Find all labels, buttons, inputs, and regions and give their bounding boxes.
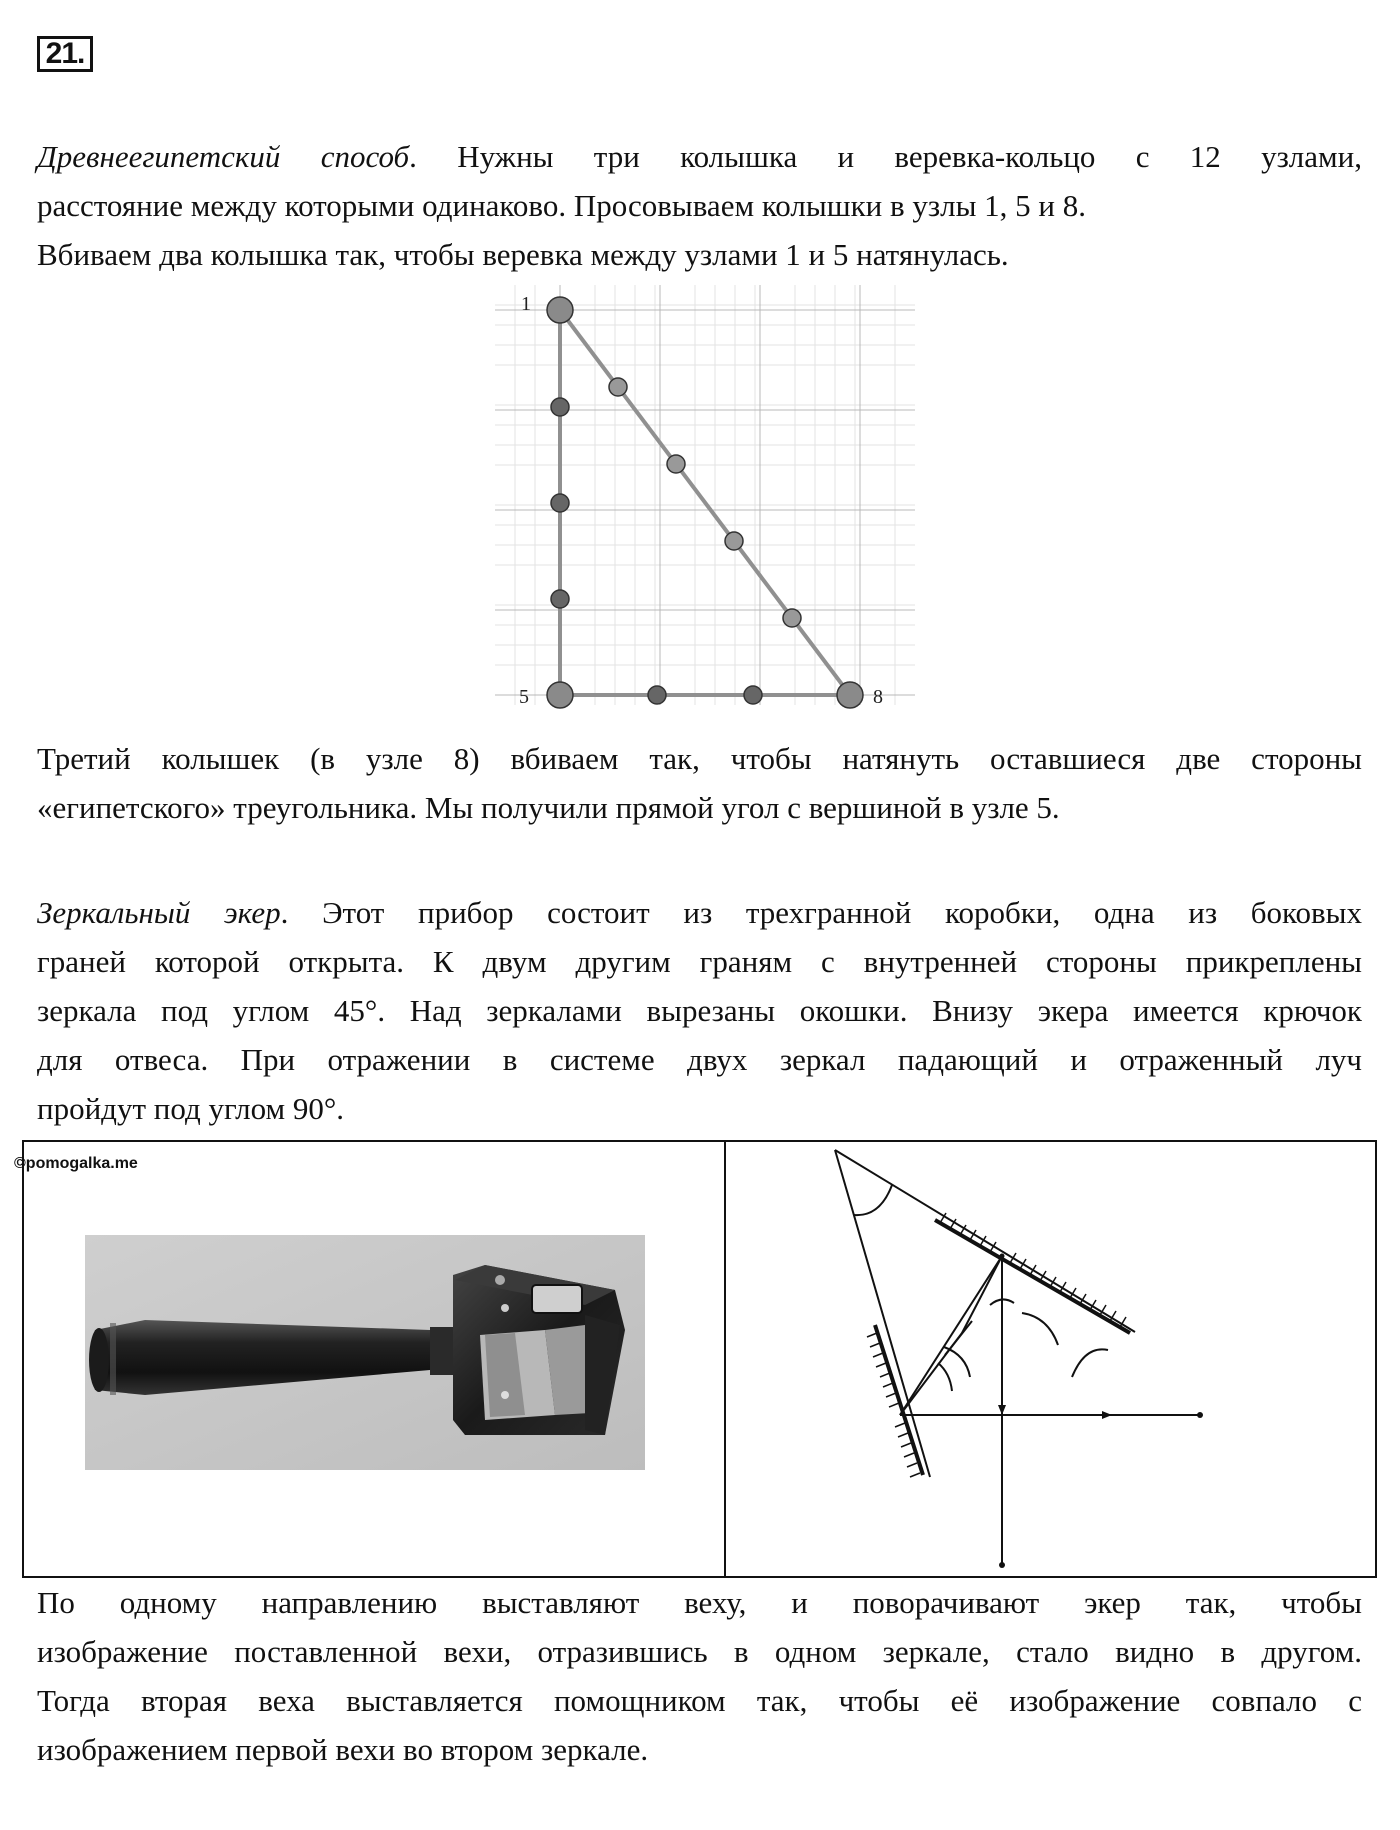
paragraph-line: граней которой открыта. К двум другим граням с внутренней стороны прикреплены [37, 944, 1362, 979]
section-title: Зеркальный экер [37, 895, 281, 930]
knot [609, 378, 627, 396]
paragraph-line: изображение поставленной вехи, отразившись в одном зеркале, стало видно в другом. [37, 1634, 1362, 1669]
paragraph-procedure [37, 1578, 1362, 1774]
watermark: ©pomogalka.me [14, 1155, 138, 1172]
label-knot-1: 1 [521, 293, 531, 315]
paragraph-line: Вбиваем два колышка так, чтобы веревка между узлами 1 и 5 натянулась. [37, 237, 1009, 272]
mirror-eker-photo [85, 1235, 645, 1470]
knot [648, 686, 666, 704]
paragraph-line: Тогда вторая веха выставляется помощником так, чтобы её изображение совпало с [37, 1683, 1362, 1718]
paragraph-line: расстояние между которыми одинаково. Просовываем колышки в узлы 1, 5 и 8. [37, 188, 1086, 223]
label-knot-8: 8 [873, 686, 883, 708]
ray-reflection-diagram [740, 1145, 1370, 1575]
paragraph-line: Зеркальный экер. Этот прибор состоит из трехгранной коробки, одна из боковых [37, 895, 1362, 930]
paragraph-line: «египетского» треугольника. Мы получили прямой угол с вершиной в узле 5. [37, 790, 1060, 825]
paragraph-line: зеркала под углом 45°. Над зеркалами вырезаны окошки. Внизу экера имеется крючок [37, 993, 1362, 1028]
paragraph-line: для отвеса. При отражении в системе двух зеркал падающий и отраженный луч [37, 1042, 1362, 1077]
knot [551, 398, 569, 416]
egyptian-triangle-figure [495, 285, 915, 735]
knot [725, 532, 743, 550]
task-number: 21. [37, 36, 93, 72]
knot-8 [837, 682, 863, 708]
knot [667, 455, 685, 473]
triangle-sides [560, 310, 850, 695]
paragraph-mirror-eker [37, 888, 1362, 1133]
paragraph-line: Древнеегипетский способ. Нужны три колышка и веревка-кольцо с 12 узлами, [37, 139, 1362, 174]
paragraph-third-peg [37, 734, 1362, 832]
knot-1 [547, 297, 573, 323]
knot [744, 686, 762, 704]
knot-5 [547, 682, 573, 708]
knot [551, 590, 569, 608]
box-divider [724, 1142, 726, 1576]
paragraph-line: изображением первой вехи во втором зеркале. [37, 1732, 649, 1767]
paragraph-line: По одному направлению выставляют веху, и поворачивают экер так, чтобы [37, 1585, 1362, 1620]
section-title: Древнеегипетский способ [37, 139, 410, 174]
paragraph-line: пройдут под углом 90°. [37, 1091, 345, 1126]
paragraph-line: Третий колышек (в узле 8) вбиваем так, чтобы натянуть оставшиеся две стороны [37, 741, 1362, 776]
knot [551, 494, 569, 512]
paragraph-egyptian-method [37, 132, 1362, 279]
label-knot-5: 5 [519, 686, 529, 708]
knot [783, 609, 801, 627]
